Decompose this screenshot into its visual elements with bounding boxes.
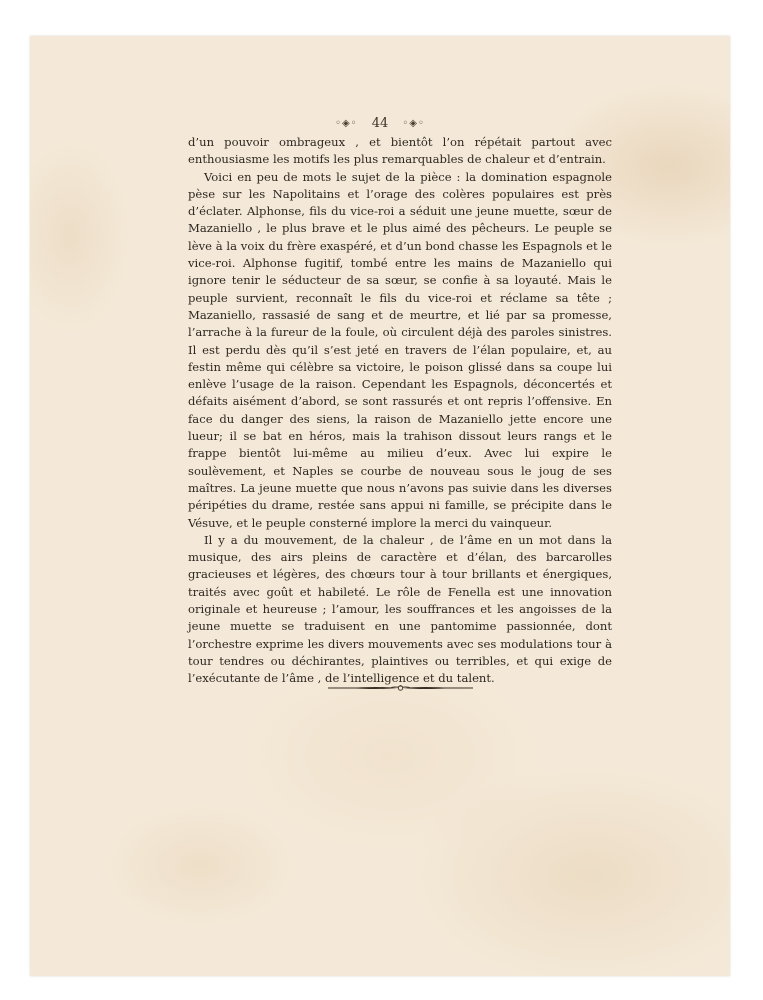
closing-ornament-icon <box>328 682 473 694</box>
paragraph-2: Voici en peu de mots le sujet de la pièce : la domination espagnole pèse sur les Napolitains et l’orage des colères populaires est près d’éclater. Alphonse, fils du vice-roi a séduit une jeune muette, sœur de Mazaniello , le plus brave et le plus aimé des pêcheurs. Le peuple se lève à la voix du frère exaspéré, et d’un bond chasse les Espagnols et le vice-roi. Alphonse fugitif, tombé entre les mains de Mazaniello qui ignore tenir le séducteur de sa sœur, se confie à sa loyauté. Mais le peuple survient, reconnaît le fils du vice-roi et réclame sa tête ; Mazaniello, rassasié de sang et de meurtre, et lié par sa promesse, l’arrache à la fureur de la foule, où circulent déjà des paroles sinistres. Il est perdu dès qu’il s’est jeté en travers de l’élan populaire, et, au festin même qui célèbre sa victoire, le poison glissé dans sa coupe lui enlève l’usage de la raison. Cependant les Espagnols, déconcertés et défaits aisément d’abord, se sont rassurés et ont repris l’offensive. En face du danger des siens, la raison de Mazaniello jette encore une lueur; il se bat en héros, mais la trahison dissout leurs rangs et le frappe bientôt lui-même au milieu d’eux. Avec lui expire le soulèvement, et Naples se courbe de nouveau sous le joug de ses maîtres. La jeune muette que nous n’avons pas suivie dans les diverses péripéties du drame, restée sans appui ni famille, se précipite dans le Vésuve, et le peuple consterné implore la merci du vainqueur. <box>188 169 612 530</box>
paragraph-3: Il y a du mouvement, de la chaleur , de l’âme en un mot dans la musique, des airs pleins de caractère et d’élan, des barcarolles gracieuses et légères, des chœurs tour à tour brillants et énergiques, traités avec goût et habileté. Le rôle de Fenella est une innovation originale et heureuse ; l’amour, les souffrances et les angoisses de la jeune muette se traduisent en une pantomime passionnée, dont l’orchestre exprime les divers mouvements avec ses modulations tour à tour tendres ou déchirantes, plaintives ou terribles, et qui exige de l’exécutante de l’âme , de l’intelligence et du talent. <box>188 532 612 686</box>
page-header <box>30 116 730 131</box>
body-text <box>188 134 612 688</box>
right-ornament-icon: ◦◈◦ <box>402 118 425 129</box>
document-page <box>30 36 730 976</box>
left-ornament-icon: ◦◈◦ <box>335 118 358 129</box>
paragraph-1: d’un pouvoir ombrageux , et bientôt l’on répétait partout avec enthousiasme les motifs les plus remarquables de chaleur et d’entrain. <box>188 135 612 167</box>
page-number: 44 <box>371 116 389 131</box>
